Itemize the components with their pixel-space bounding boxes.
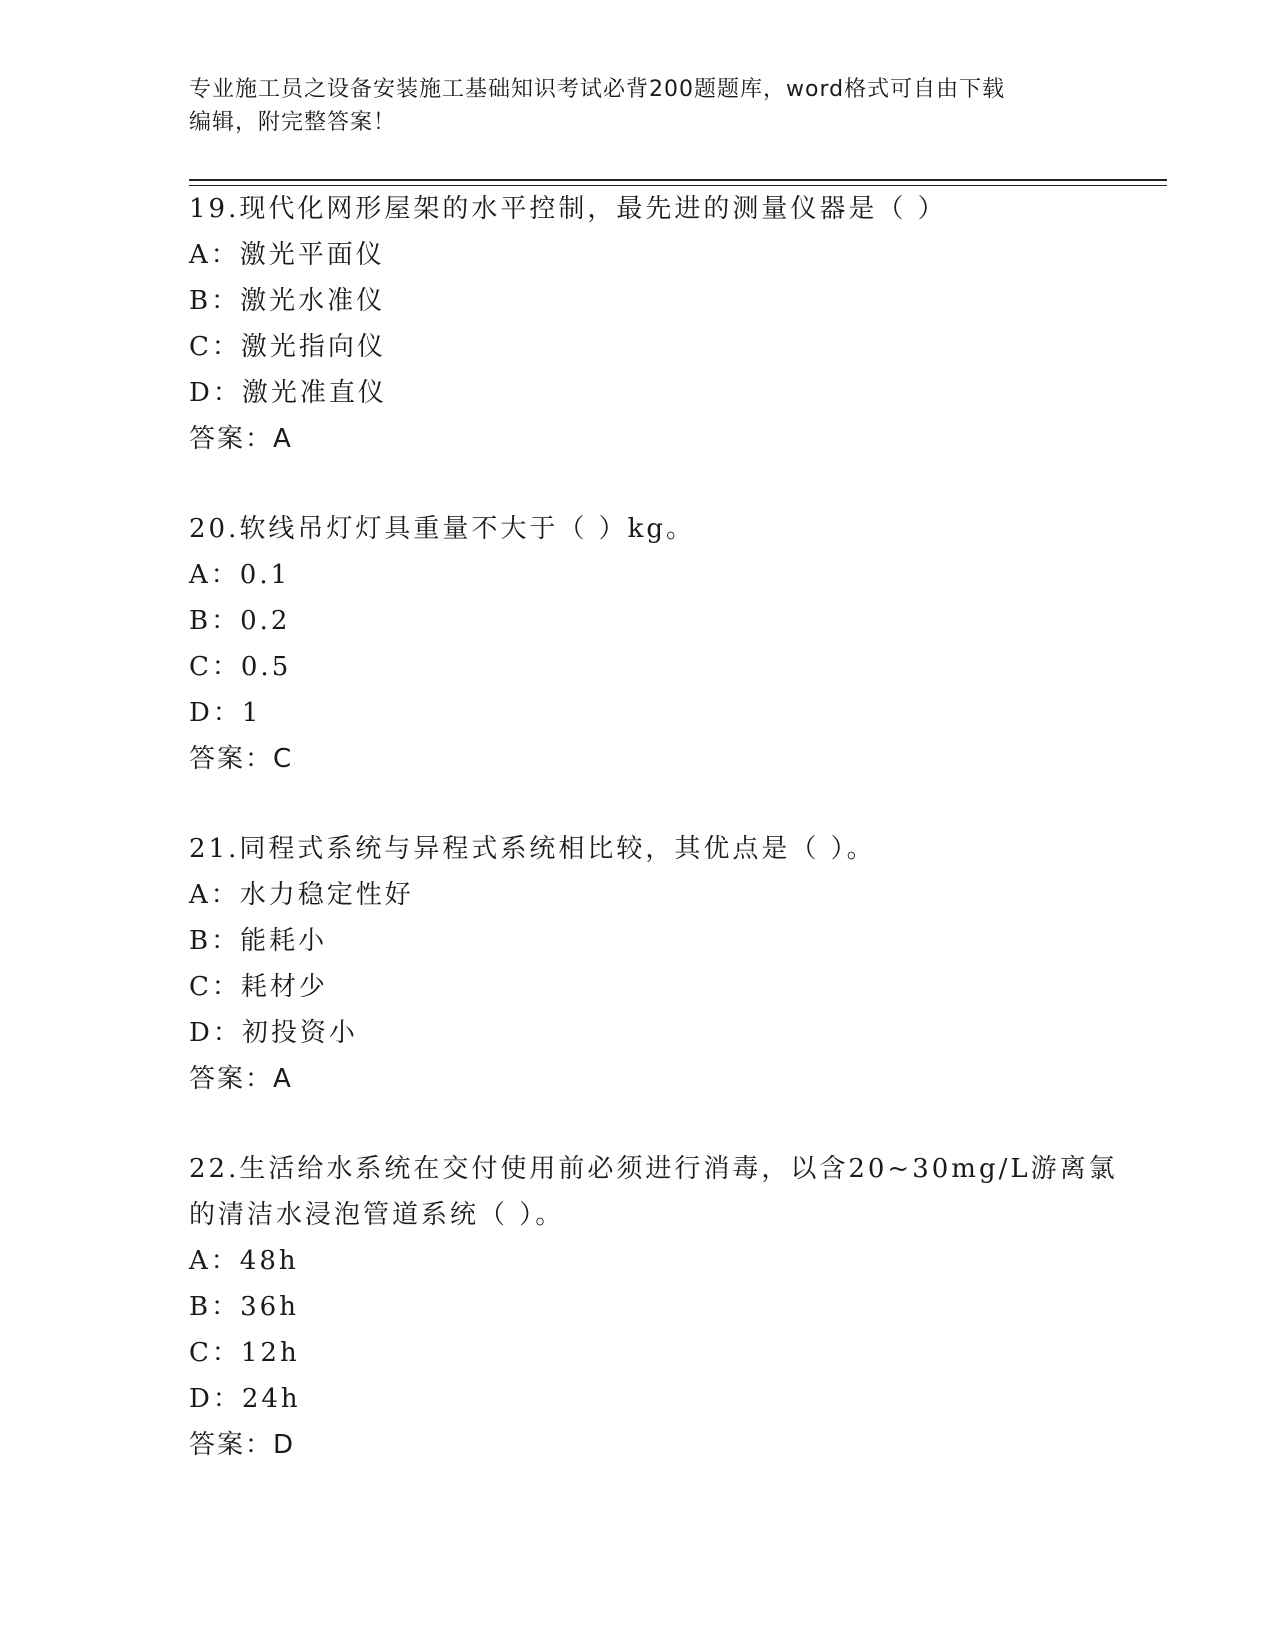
question-21 xyxy=(189,826,1149,1102)
option-a: A：0.1 xyxy=(189,560,291,590)
document-header xyxy=(189,73,1089,139)
option-c: C：激光指向仪 xyxy=(189,332,386,362)
option-b: B：能耗小 xyxy=(189,926,328,956)
option-c: C：12h xyxy=(189,1338,300,1368)
answer: 答案：D xyxy=(189,1430,296,1460)
option-b: B：36h xyxy=(189,1292,299,1322)
question-20 xyxy=(189,506,1149,782)
answer: 答案：A xyxy=(189,424,293,454)
question-stem-line-2: 的清洁水浸泡管道系统（ ）。 xyxy=(189,1200,565,1230)
question-stem: 21.同程式系统与异程式系统相比较，其优点是（ ）。 xyxy=(189,834,876,864)
option-d: D：初投资小 xyxy=(189,1018,358,1048)
question-19 xyxy=(189,186,1149,462)
option-b: B：0.2 xyxy=(189,606,291,636)
answer: 答案：C xyxy=(189,744,294,774)
header-line-1: 专业施工员之设备安装施工基础知识考试必背200题题库，word格式可自由下载 xyxy=(189,77,1006,102)
question-stem: 20.软线吊灯灯具重量不大于（ ）kg。 xyxy=(189,514,696,544)
option-a: A：激光平面仪 xyxy=(189,240,385,270)
header-line-2: 编辑，附完整答案！ xyxy=(189,110,397,135)
option-a: A：48h xyxy=(189,1246,299,1276)
option-b: B：激光水准仪 xyxy=(189,286,386,316)
option-c: C：耗材少 xyxy=(189,972,328,1002)
header-divider-thick xyxy=(189,179,1167,181)
option-d: D：1 xyxy=(189,698,262,728)
question-22 xyxy=(189,1146,1149,1468)
option-d: D：24h xyxy=(189,1384,301,1414)
option-c: C：0.5 xyxy=(189,652,292,682)
question-stem: 19.现代化网形屋架的水平控制，最先进的测量仪器是（ ） xyxy=(189,194,947,224)
question-stem-line-1: 22.生活给水系统在交付使用前必须进行消毒，以含20~30mg/L游离氯 xyxy=(189,1154,1118,1184)
option-d: D：激光准直仪 xyxy=(189,378,387,408)
answer: 答案：A xyxy=(189,1064,293,1094)
option-a: A：水力稳定性好 xyxy=(189,880,414,910)
